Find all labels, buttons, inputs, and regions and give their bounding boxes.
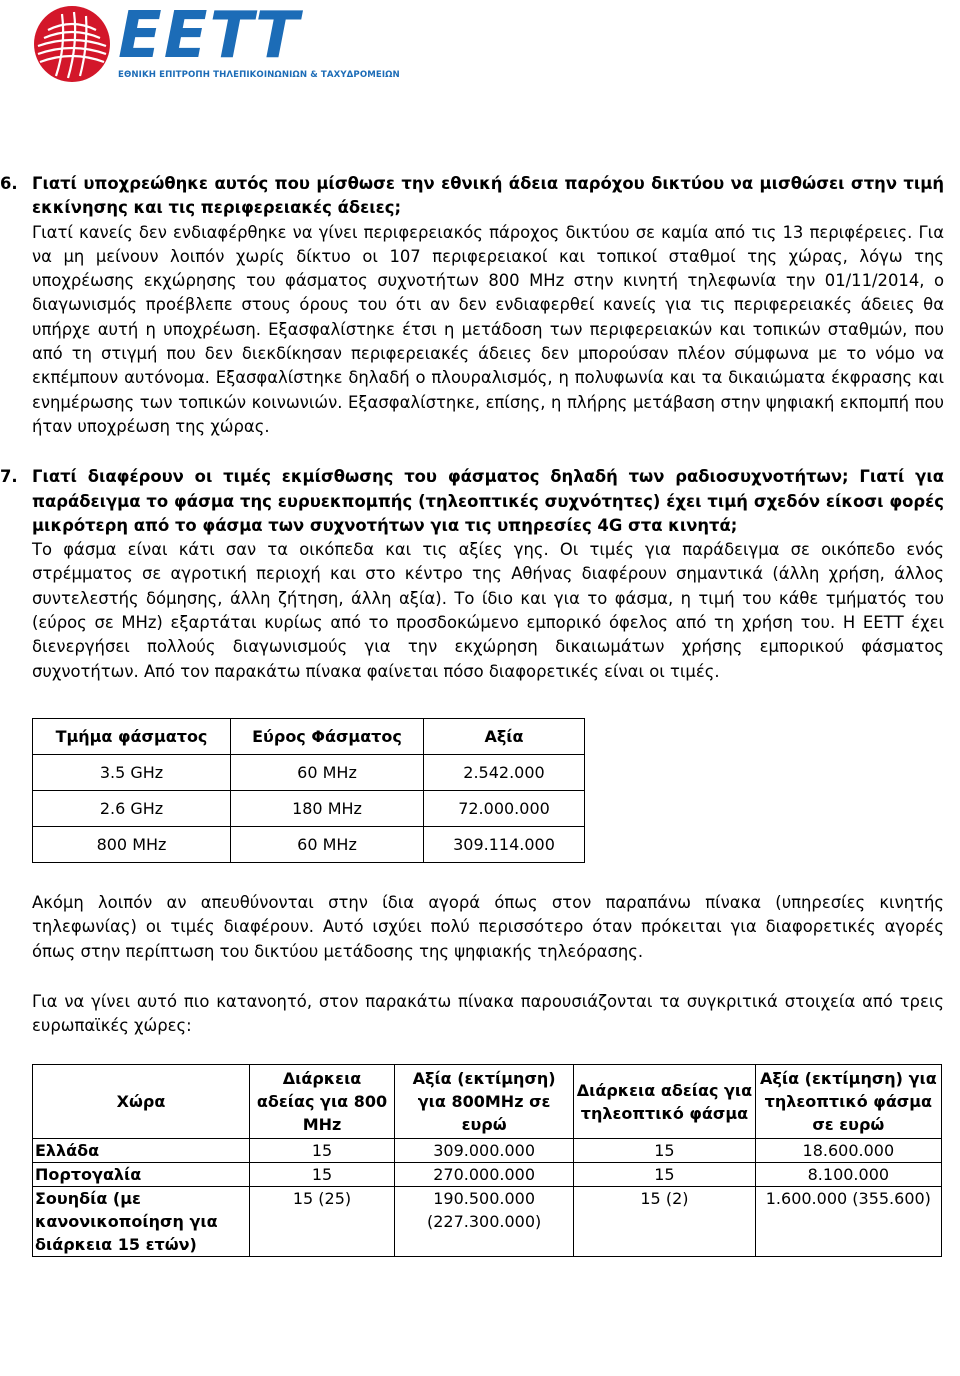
table-cell-country: Πορτογαλία bbox=[33, 1163, 250, 1187]
table-cell: 15 bbox=[574, 1163, 756, 1187]
table-header-row bbox=[33, 1065, 942, 1139]
table-row bbox=[33, 790, 585, 826]
section-7 bbox=[0, 465, 944, 684]
section-6 bbox=[0, 172, 944, 439]
table-cell: 800 MHz bbox=[33, 826, 231, 862]
section-6-answer: Γιατί κανείς δεν ενδιαφέρθηκε να γίνει περιφερειακός πάροχος δικτύου σε καμία από τις 13 περιφέρειες. Για να μη μείνουν λοιπόν χωρίς δίκτυο οι 107 περιφερειακοί και τοπικοί σταθμοί της χώρας, λόγω της υποχρέωσης εκχώρησης του φάσματος συχνοτήτων 800 MHz στην κινητή τηλεφωνία την 01/11/2014, ο διαγωνισμός προέβλεπε στους όρους του ότι αν δεν ενδιαφερθεί κανείς για τις περιφερειακές άδειες θα υπήρχε αυτή η υποχρέωση. Εξασφαλίστηκε έτσι η μετάδοση των περιφερειακών και τοπικών σταθμών, που από τη στιγμή που δεν διεκδίκησαν περιφερειακές άδειες δεν μπορούσαν πλέον σύμφωνα με το νόμο να εκπέμπουν αυτόνομα. Εξασφαλίστηκε δηλαδή ο πλουραλισμός, η πολυφωνία και τα δικαιώματα έκφρασης και ενημέρωσης των τοπικών κοινωνιών. Εξασφαλίστηκε, επίσης, η πλήρης μετάβαση στην ψηφιακή εκπομπή που ήταν υποχρέωση της χώρας. bbox=[32, 222, 944, 436]
table-cell: 15 (2) bbox=[574, 1187, 756, 1257]
table-row bbox=[33, 1163, 942, 1187]
table-cell: 190.500.000 (227.300.000) bbox=[395, 1187, 574, 1257]
table-cell: 15 bbox=[249, 1163, 394, 1187]
table-row bbox=[33, 826, 585, 862]
document-body bbox=[0, 172, 944, 1257]
logo-wordmark: ΕΕΤΤ bbox=[118, 0, 301, 73]
section-7-question: Γιατί διαφέρουν οι τιμές εκμίσθωσης του φάσματος δηλαδή των ραδιοσυχνοτήτων; Γιατί για παράδειγμα το φάσμα της ευρυεκπομπής (τηλεοπτικές συχνότητες) έχει τιμή σχεδόν είκοσι φορές μικρότερη από το φάσμα των συχνοτήτων για τις υπηρεσίες 4G στα κινητά; bbox=[32, 467, 944, 535]
table-cell: 2.6 GHz bbox=[33, 790, 231, 826]
table-cell: 309.114.000 bbox=[424, 826, 585, 862]
table-header-cell: Χώρα bbox=[33, 1065, 250, 1139]
table-cell: 309.000.000 bbox=[395, 1139, 574, 1163]
country-comparison-table bbox=[32, 1064, 942, 1257]
table-header-cell: Αξία (εκτίμηση) για τηλεοπτικό φάσμα σε ευρώ bbox=[755, 1065, 941, 1139]
table-header-cell: Αξία bbox=[424, 718, 585, 754]
table-cell: 60 MHz bbox=[231, 754, 424, 790]
section-6-number: 6. bbox=[0, 174, 18, 193]
table-cell: 15 bbox=[249, 1139, 394, 1163]
table-header-cell: Διάρκεια αδείας για 800 MHz bbox=[249, 1065, 394, 1139]
table-cell: 270.000.000 bbox=[395, 1163, 574, 1187]
table-cell: 72.000.000 bbox=[424, 790, 585, 826]
paragraph-after-table-1: Ακόμη λοιπόν αν απευθύνονται στην ίδια αγορά όπως στον παραπάνω πίνακα (υπηρεσίες κινητής τηλεφωνίας) οι τιμές διαφέρουν. Αυτό ισχύει πολύ περισσότερο όταν πρόκειται για διαφορετικές αγορές όπως στην περίπτωση του δικτύου μετάδοσης της ψηφιακής τηλεόρασης. bbox=[32, 892, 944, 961]
paragraph-before-table-2: Για να γίνει αυτό πιο κατανοητό, στον παρακάτω πίνακα παρουσιάζονται τα συγκριτικά στοιχεία από τρεις ευρωπαϊκές χώρες: bbox=[32, 991, 944, 1036]
table-cell-country: Σουηδία (με κανονικοποίηση για διάρκεια 15 ετών) bbox=[33, 1187, 250, 1257]
eett-logo bbox=[34, 0, 400, 94]
section-6-question: Γιατί υποχρεώθηκε αυτός που μίσθωσε την εθνική άδεια παρόχου δικτύου να μισθώσει στην τιμή εκκίνησης και τις περιφερειακές άδειες; bbox=[32, 174, 944, 218]
logo-subtitle: ΕΘΝΙΚΗ ΕΠΙΤΡΟΠΗ ΤΗΛΕΠΙΚΟΙΝΩΝΙΩΝ & ΤΑΧΥΔΡΟΜΕΙΩΝ bbox=[118, 70, 400, 80]
table-cell-country: Ελλάδα bbox=[33, 1139, 250, 1163]
table-cell: 180 MHz bbox=[231, 790, 424, 826]
table-cell: 1.600.000 (355.600) bbox=[755, 1187, 941, 1257]
logo-emblem-icon bbox=[34, 6, 110, 82]
section-7-number: 7. bbox=[0, 467, 18, 487]
spectrum-value-table bbox=[32, 718, 585, 863]
table-cell: 15 (25) bbox=[249, 1187, 394, 1257]
table-cell: 15 bbox=[574, 1139, 756, 1163]
table-cell: 2.542.000 bbox=[424, 754, 585, 790]
table-row bbox=[33, 754, 585, 790]
table-row bbox=[33, 1187, 942, 1257]
table-cell: 60 MHz bbox=[231, 826, 424, 862]
table-header-cell: Εύρος Φάσματος bbox=[231, 718, 424, 754]
table-header-cell: Διάρκεια αδείας για τηλεοπτικό φάσμα bbox=[574, 1065, 756, 1139]
table-row bbox=[33, 1139, 942, 1163]
table-cell: 18.600.000 bbox=[755, 1139, 941, 1163]
table-cell: 8.100.000 bbox=[755, 1163, 941, 1187]
table-header-row bbox=[33, 718, 585, 754]
table-header-cell: Τμήμα φάσματος bbox=[33, 718, 231, 754]
table-cell: 3.5 GHz bbox=[33, 754, 231, 790]
section-7-answer: Το φάσμα είναι κάτι σαν τα οικόπεδα και τις αξίες γης. Οι τιμές για παράδειγμα σε οικόπεδο ενός στρέμματος σε αγροτική περιοχή και στο κέντρο της Αθήνας διαφέρουν σημαντικά (άλλη χρήση, άλλος συντελεστής δόμησης, άλλη ζήτηση, άλλη αξία). Το ίδιο και για το φάσμα, η τιμή του κάθε τμήματός του (εύρος σε MHz) εξαρτάται κυρίως από το προσδοκώμενο εμπορικό όφελος από τη χρήση του. Η ΕΕΤΤ έχει διενεργήσει πολλούς διαγωνισμούς για την εκχώρηση δικαιωμάτων χρήσης εμπορικού φάσματος συχνοτήτων. Από τον παρακάτω πίνακα φαίνεται πόσο διαφορετικές είναι οι τιμές. bbox=[32, 540, 944, 681]
table-header-cell: Αξία (εκτίμηση) για 800MHz σε ευρώ bbox=[395, 1065, 574, 1139]
